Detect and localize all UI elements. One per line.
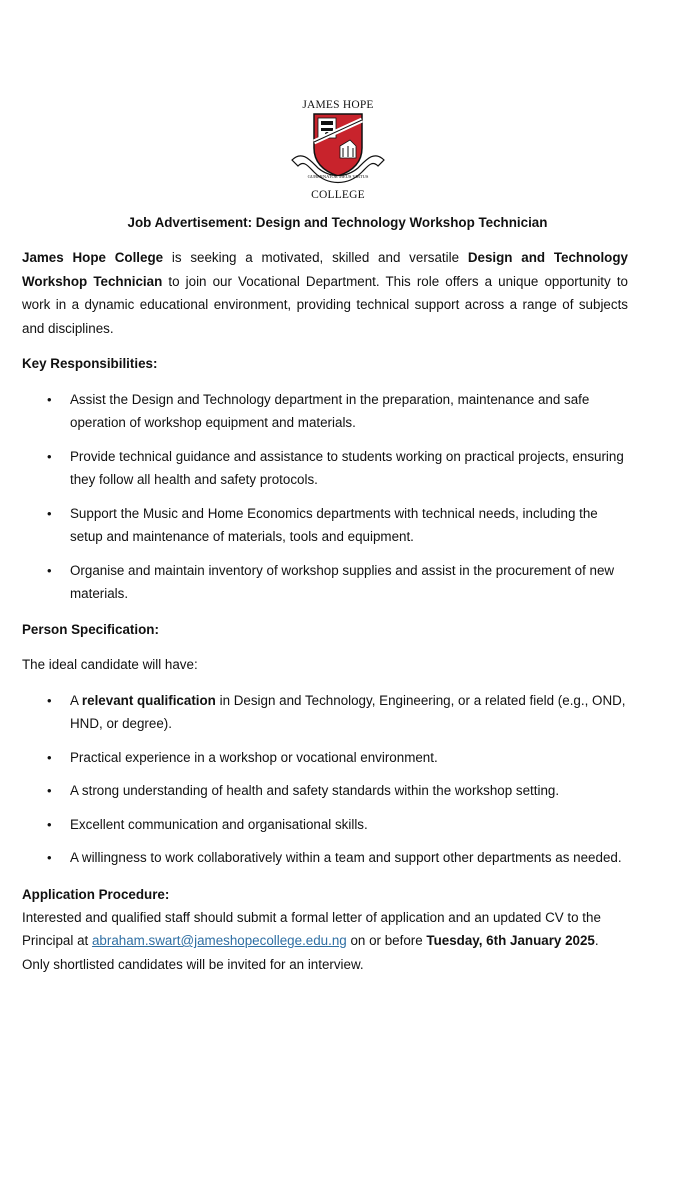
spec-list [22, 689, 628, 870]
document-title: Job Advertisement: Design and Technology Workshop Technician [127, 215, 548, 230]
bullet-icon: • [47, 749, 52, 765]
responsibilities-list [22, 388, 628, 606]
application-heading: Application Procedure: [22, 886, 170, 902]
list-item: • Excellent communication and organisational skills. [22, 813, 628, 837]
bullet-icon: • [47, 692, 52, 708]
list-item: • A strong understanding of health and safety standards within the workshop setting. [22, 779, 628, 803]
crest-motto: GUBERNATOR MEUS VIRTUS [307, 174, 369, 179]
bullet-icon: • [47, 505, 52, 521]
spec-heading: Person Specification: [22, 621, 159, 637]
bullet-icon: • [47, 783, 52, 798]
list-item: • Practical experience in a workshop or vocational environment. [22, 746, 628, 770]
document-body [22, 246, 628, 976]
intro-org: James Hope College [22, 250, 164, 265]
list-item: • Provide technical guidance and assistance to students working on practical projects, ensuring they follow all health and safety protocols. [22, 445, 628, 492]
email-link[interactable]: abraham.swart@jameshopecollege.edu.ng [91, 933, 347, 948]
list-item: • Assist the Design and Technology department in the preparation, maintenance and safe operation of workshop equipment and materials. [22, 388, 628, 435]
spec-lead: The ideal candidate will have: [22, 657, 198, 672]
college-crest-logo [278, 94, 398, 206]
bullet-icon: • [47, 391, 52, 407]
bullet-icon: • [47, 850, 52, 865]
bullet-icon: • [47, 562, 52, 578]
list-item: • Support the Music and Home Economics departments with technical needs, including the setup and maintenance of materials, tools and equipment. [22, 502, 628, 549]
list-item: • A relevant qualification in Design and Technology, Engineering, or a related field (e.g., OND, HND, or degree). [22, 689, 628, 736]
intro-part1: is seeking a motivated, skilled and versatile [163, 250, 468, 265]
list-item: • Organise and maintain inventory of workshop supplies and assist in the procurement of new materials. [22, 559, 628, 606]
list-item: • A willingness to work collaboratively within a team and support other departments as needed. [22, 846, 628, 870]
intro-role: Design and Technology Workshop Technician [22, 250, 628, 289]
crest-top-text: JAMES HOPE [302, 99, 374, 111]
intro-part2: to join our Vocational Department. This role offers a unique opportunity to work in a dynamic educational environment, providing technical support across a range of subjects and disciplines. [22, 273, 628, 336]
deadline-text: Tuesday, 6th January 2025 [426, 933, 595, 948]
responsibilities-heading: Key Responsibilities: [22, 356, 158, 371]
bullet-icon: • [47, 448, 52, 464]
intro-paragraph [22, 246, 628, 340]
bullet-icon: • [47, 816, 52, 832]
crest-bottom-text: COLLEGE [311, 189, 365, 201]
application-paragraph: Interested and qualified staff should submit a formal letter of application and an updated CV to the Principal at abraham.swart@jameshopecollege.edu.ng on or before Tuesday, 6th January 2025. Only shortlisted candidates will be invited for an interview. [22, 909, 601, 972]
